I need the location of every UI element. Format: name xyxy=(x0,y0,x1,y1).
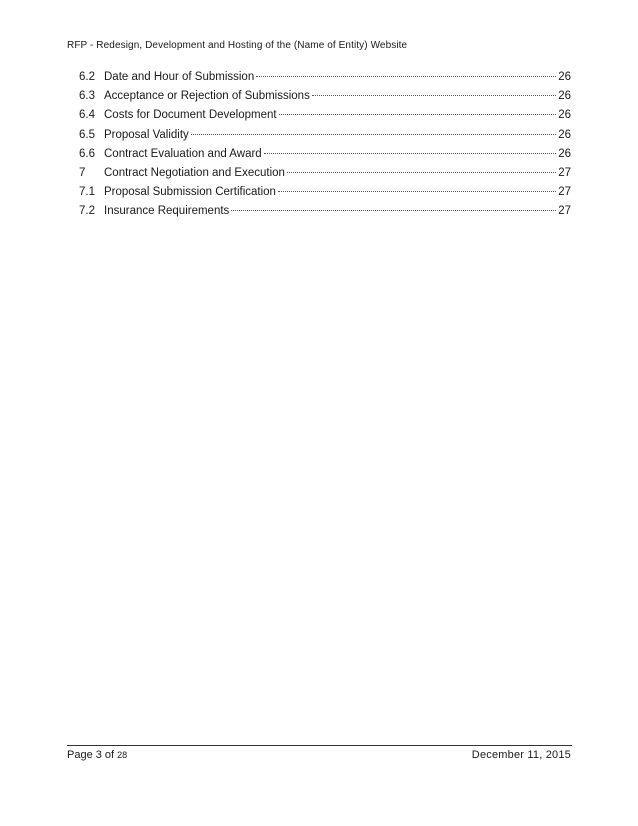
toc-entry-number: 6.4 xyxy=(79,109,95,122)
toc-entry-title: Contract Negotiation and Execution xyxy=(104,166,285,179)
toc-entry-title: Contract Evaluation and Award xyxy=(104,147,262,160)
toc-entry-number: 7 xyxy=(79,166,86,179)
toc-entry-page: 26 xyxy=(558,71,571,83)
toc-entry[interactable] xyxy=(79,109,571,128)
toc-entry-page: 27 xyxy=(558,186,571,199)
page-total: 28 xyxy=(117,750,128,760)
toc-entry-number: 7.1 xyxy=(79,186,95,199)
toc-dot-leader xyxy=(231,210,556,211)
toc-entry-title: Insurance Requirements xyxy=(104,205,230,218)
toc-entry-page: 26 xyxy=(558,90,571,103)
toc-entry-number: 6.6 xyxy=(79,147,95,160)
toc-dot-leader xyxy=(264,153,557,154)
toc-dot-leader xyxy=(278,191,556,192)
toc-entry-title: Proposal Submission Certification xyxy=(104,186,276,199)
footer-divider xyxy=(67,745,572,746)
toc-entry-title: Acceptance or Rejection of Submissions xyxy=(104,90,310,103)
page-number-prefix: Page 3 of xyxy=(67,749,115,761)
toc-entry-number: 6.2 xyxy=(79,71,95,83)
toc-dot-leader xyxy=(191,134,556,135)
toc-entry-title: Proposal Validity xyxy=(104,128,189,141)
toc-entry[interactable] xyxy=(79,129,571,148)
toc-entry-page: 26 xyxy=(558,147,571,160)
toc-entry-page: 26 xyxy=(558,128,571,141)
toc-entry-page: 27 xyxy=(558,205,571,218)
toc-dot-leader xyxy=(279,114,557,115)
toc-entry-page: 27 xyxy=(558,166,571,179)
toc-entry[interactable] xyxy=(79,205,571,224)
toc-entry[interactable] xyxy=(79,148,571,167)
toc-entry-page: 26 xyxy=(558,109,571,122)
toc-dot-leader xyxy=(312,95,556,96)
toc-entry[interactable] xyxy=(79,90,571,109)
toc-entry-title: Date and Hour of Submission xyxy=(104,71,255,83)
toc-entry-number: 6.3 xyxy=(79,90,95,103)
footer-date: December 11, 2015 xyxy=(471,749,571,761)
toc-entry-number: 6.5 xyxy=(79,128,95,141)
toc-entry[interactable] xyxy=(79,71,571,90)
toc-entry-number: 7.2 xyxy=(79,205,95,218)
toc-dot-leader xyxy=(256,76,556,77)
page-number xyxy=(67,749,127,761)
toc-entry[interactable] xyxy=(79,186,571,205)
running-header: RFP - Redesign, Development and Hosting of the (Name of Entity) Website xyxy=(67,40,408,51)
toc-entry[interactable] xyxy=(79,167,571,186)
toc-dot-leader xyxy=(287,172,556,173)
table-of-contents xyxy=(79,71,571,225)
toc-entry-title: Costs for Document Development xyxy=(104,109,277,122)
